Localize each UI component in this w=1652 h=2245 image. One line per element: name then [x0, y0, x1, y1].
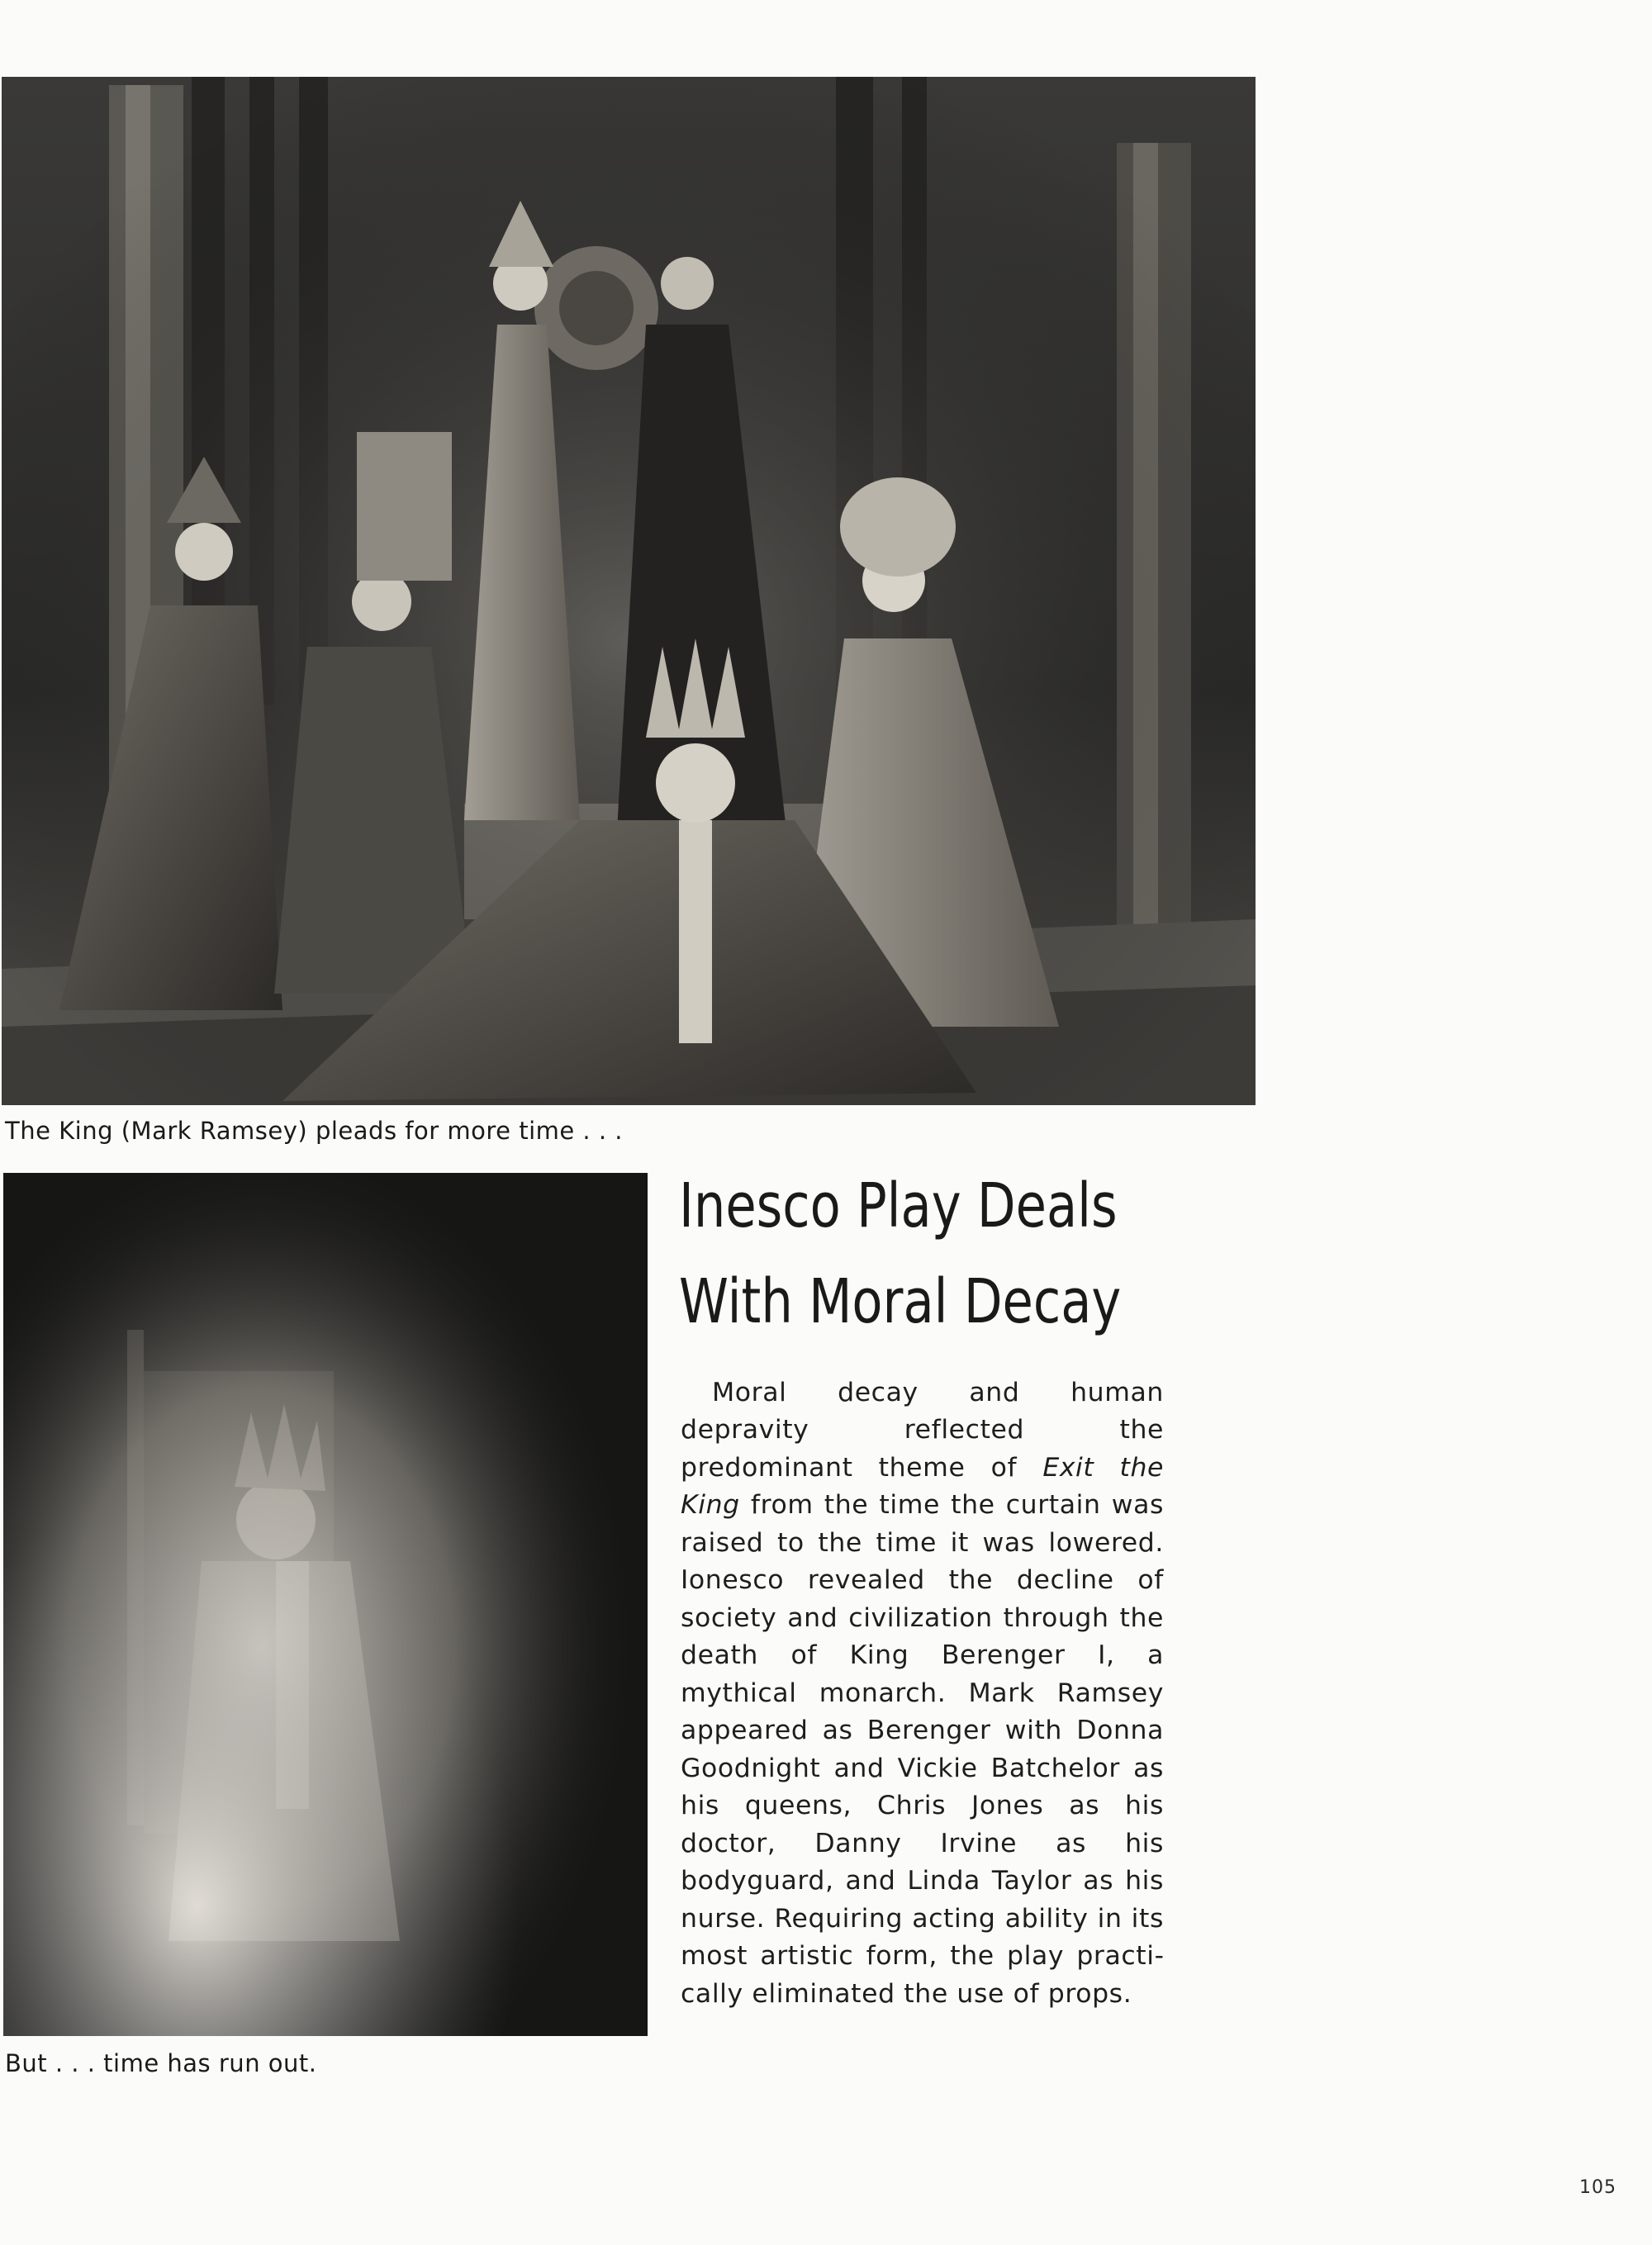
stage-photo-king-pleads [2, 77, 1256, 1105]
article-body-part-1: Moral decay and human depravity reflected the predominant theme of [681, 1377, 1164, 1483]
caption-time-run-out: But . . . time has run out. [5, 2049, 317, 2077]
headline-line-2: With Moral Decay [679, 1266, 1122, 1337]
article-body [681, 1374, 1164, 2014]
stage-photo-king-pleads-image [2, 77, 1256, 1105]
caption-king-pleads: The King (Mark Ramsey) pleads for more time . . . [5, 1117, 624, 1145]
page-number: 105 [1579, 2177, 1616, 2198]
article-headline [679, 1158, 1234, 1350]
stage-photo-time-run-out [3, 1173, 648, 2036]
headline-line-1: Inesco Play Deals [679, 1170, 1118, 1241]
play-title: Exit the King [681, 1452, 1165, 1520]
article-body-part-2: from the time the curtain was raised to the time it was lowered. Ionesco revealed the decline of society and civilization through the death of King Berenger I, a mythical monarch. Mark Ramsey appeared as Berenger with Donna Goodnight and Vickie Batchelor as his queens, Chris Jones as his doctor, Danny Irvine as his bodyguard, and Linda Taylor as his nurse. Requiring acting ability in its most artistic form, the play practically eliminated the use of props. [681, 1490, 1164, 2009]
stage-photo-time-run-out-image [3, 1173, 648, 2036]
